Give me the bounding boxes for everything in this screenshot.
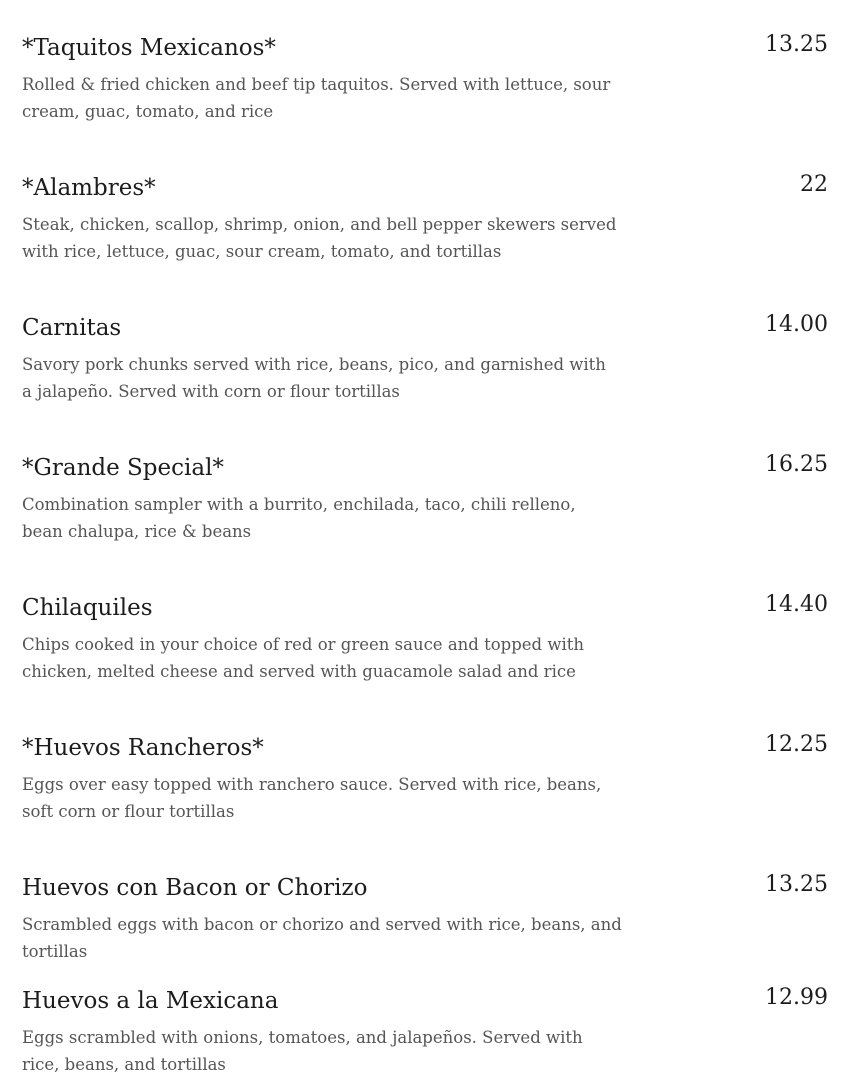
menu-item-name: *Huevos Rancheros* [22,735,264,761]
menu-item-description: Steak, chicken, scallop, shrimp, onion, and bell pepper skewers served with rice, lettuce, guac, sour cream, tomato, and tortillas [22,215,617,261]
menu-item-description: Savory pork chunks served with rice, beans, pico, and garnished with a jalapeño. Served with corn or flour tortillas [22,355,606,401]
menu-item-name: *Alambres* [22,175,156,201]
menu-item-name: Carnitas [22,315,122,341]
menu-item-description: Scrambled eggs with bacon or chorizo and served with rice, beans, and tortillas [22,915,622,961]
menu-item-description: Eggs scrambled with onions, tomatoes, and jalapeños. Served with rice, beans, and tortillas [22,1028,583,1074]
menu-item-name: *Grande Special* [22,455,224,481]
menu-item-description: Eggs over easy topped with ranchero sauce. Served with rice, beans, soft corn or flour tortillas [22,775,602,821]
menu-item-price: 14.00 [765,312,828,337]
menu-item-name: Huevos a la Mexicana [22,988,279,1014]
menu-item-price: 13.25 [765,32,828,57]
menu-item-name: Huevos con Bacon or Chorizo [22,875,368,901]
menu-item-description: Combination sampler with a burrito, enchilada, taco, chili relleno, bean chalupa, rice & beans [22,495,576,541]
menu-item-price: 13.25 [765,872,828,897]
menu-item-name: Chilaquiles [22,595,153,621]
menu-item-price: 22 [800,172,828,197]
menu-item-description: Rolled & fried chicken and beef tip taquitos. Served with lettuce, sour cream, guac, tomato, and rice [22,75,611,121]
menu-item-price: 12.25 [765,732,828,757]
menu-item-description: Chips cooked in your choice of red or green sauce and topped with chicken, melted cheese and served with guacamole salad and rice [22,635,585,681]
menu-item-name: *Taquitos Mexicanos* [22,35,276,61]
menu-item-price: 12.99 [765,985,828,1010]
menu-item-price: 16.25 [765,452,828,477]
menu-item-price: 14.40 [765,592,828,617]
